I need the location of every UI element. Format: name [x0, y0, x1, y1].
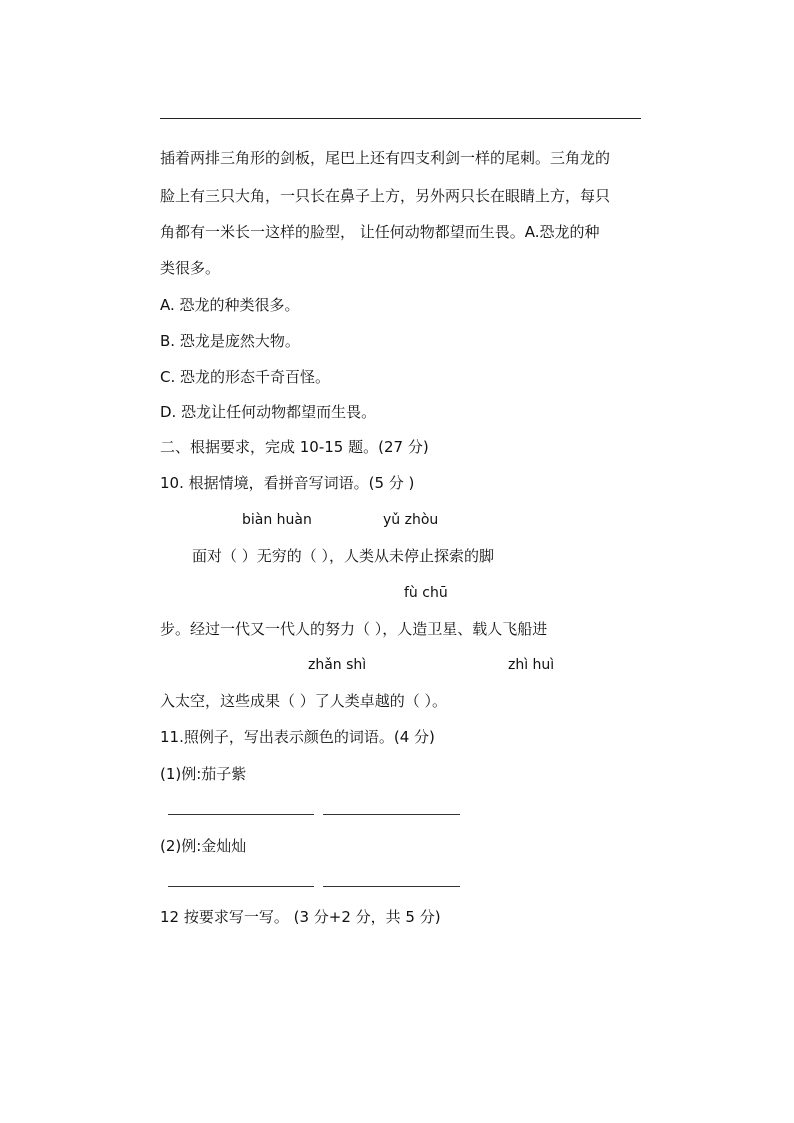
option-b: B. 恐龙是庞然大物。	[160, 332, 300, 350]
pinyin-zhihui: zhì huì	[508, 657, 555, 673]
option-a: A. 恐龙的种类很多。	[160, 296, 300, 314]
option-c: C. 恐龙的形态千奇百怪。	[160, 368, 331, 386]
q11-answer-blank-2a[interactable]	[168, 886, 314, 887]
q11-answer-blank-2b[interactable]	[323, 886, 460, 887]
question-12-title: 12 按要求写一写。 (3 分+2 分，共 5 分)	[160, 908, 441, 926]
q11-answer-blank-1b[interactable]	[323, 814, 460, 815]
q11-answer-blank-1a[interactable]	[168, 814, 314, 815]
q11-example-2: (2)例:金灿灿	[160, 837, 247, 855]
section-two-heading: 二、根据要求，完成 10-15 题。(27 分)	[160, 438, 429, 456]
header-rule	[160, 118, 641, 119]
passage-line-4: 类很多。	[160, 259, 221, 277]
q10-sentence-1: 面对（ ）无穷的（ ），人类从未停止探索的脚	[192, 547, 495, 565]
passage-line-1: 插着两排三角形的剑板，尾巴上还有四支利剑一样的尾刺。三角龙的	[160, 149, 611, 167]
q10-sentence-3: 入太空，这些成果（ ）了人类卓越的（ ）。	[160, 692, 448, 710]
passage-line-2: 脸上有三只大角，一只长在鼻子上方，另外两只长在眼睛上方，每只	[160, 187, 611, 205]
pinyin-bianhuan: biàn huàn	[242, 512, 312, 528]
question-10-title: 10. 根据情境，看拼音写词语。(5 分 )	[160, 474, 415, 492]
pinyin-yuzhou: yǔ zhòu	[383, 512, 439, 528]
pinyin-zhanshi: zhǎn shì	[308, 657, 367, 673]
pinyin-fuchu: fù chū	[404, 585, 448, 601]
question-11-title: 11.照例子，写出表示颜色的词语。(4 分)	[160, 728, 435, 746]
option-d: D. 恐龙让任何动物都望而生畏。	[160, 403, 377, 421]
q10-sentence-2: 步。经过一代又一代人的努力（ ），人造卫星、载人飞船进	[160, 620, 548, 638]
passage-line-3: 角都有一米长一这样的脸型， 让任何动物都望而生畏。A.恐龙的种	[160, 223, 600, 241]
q11-example-1: (1)例:茄子紫	[160, 765, 247, 783]
